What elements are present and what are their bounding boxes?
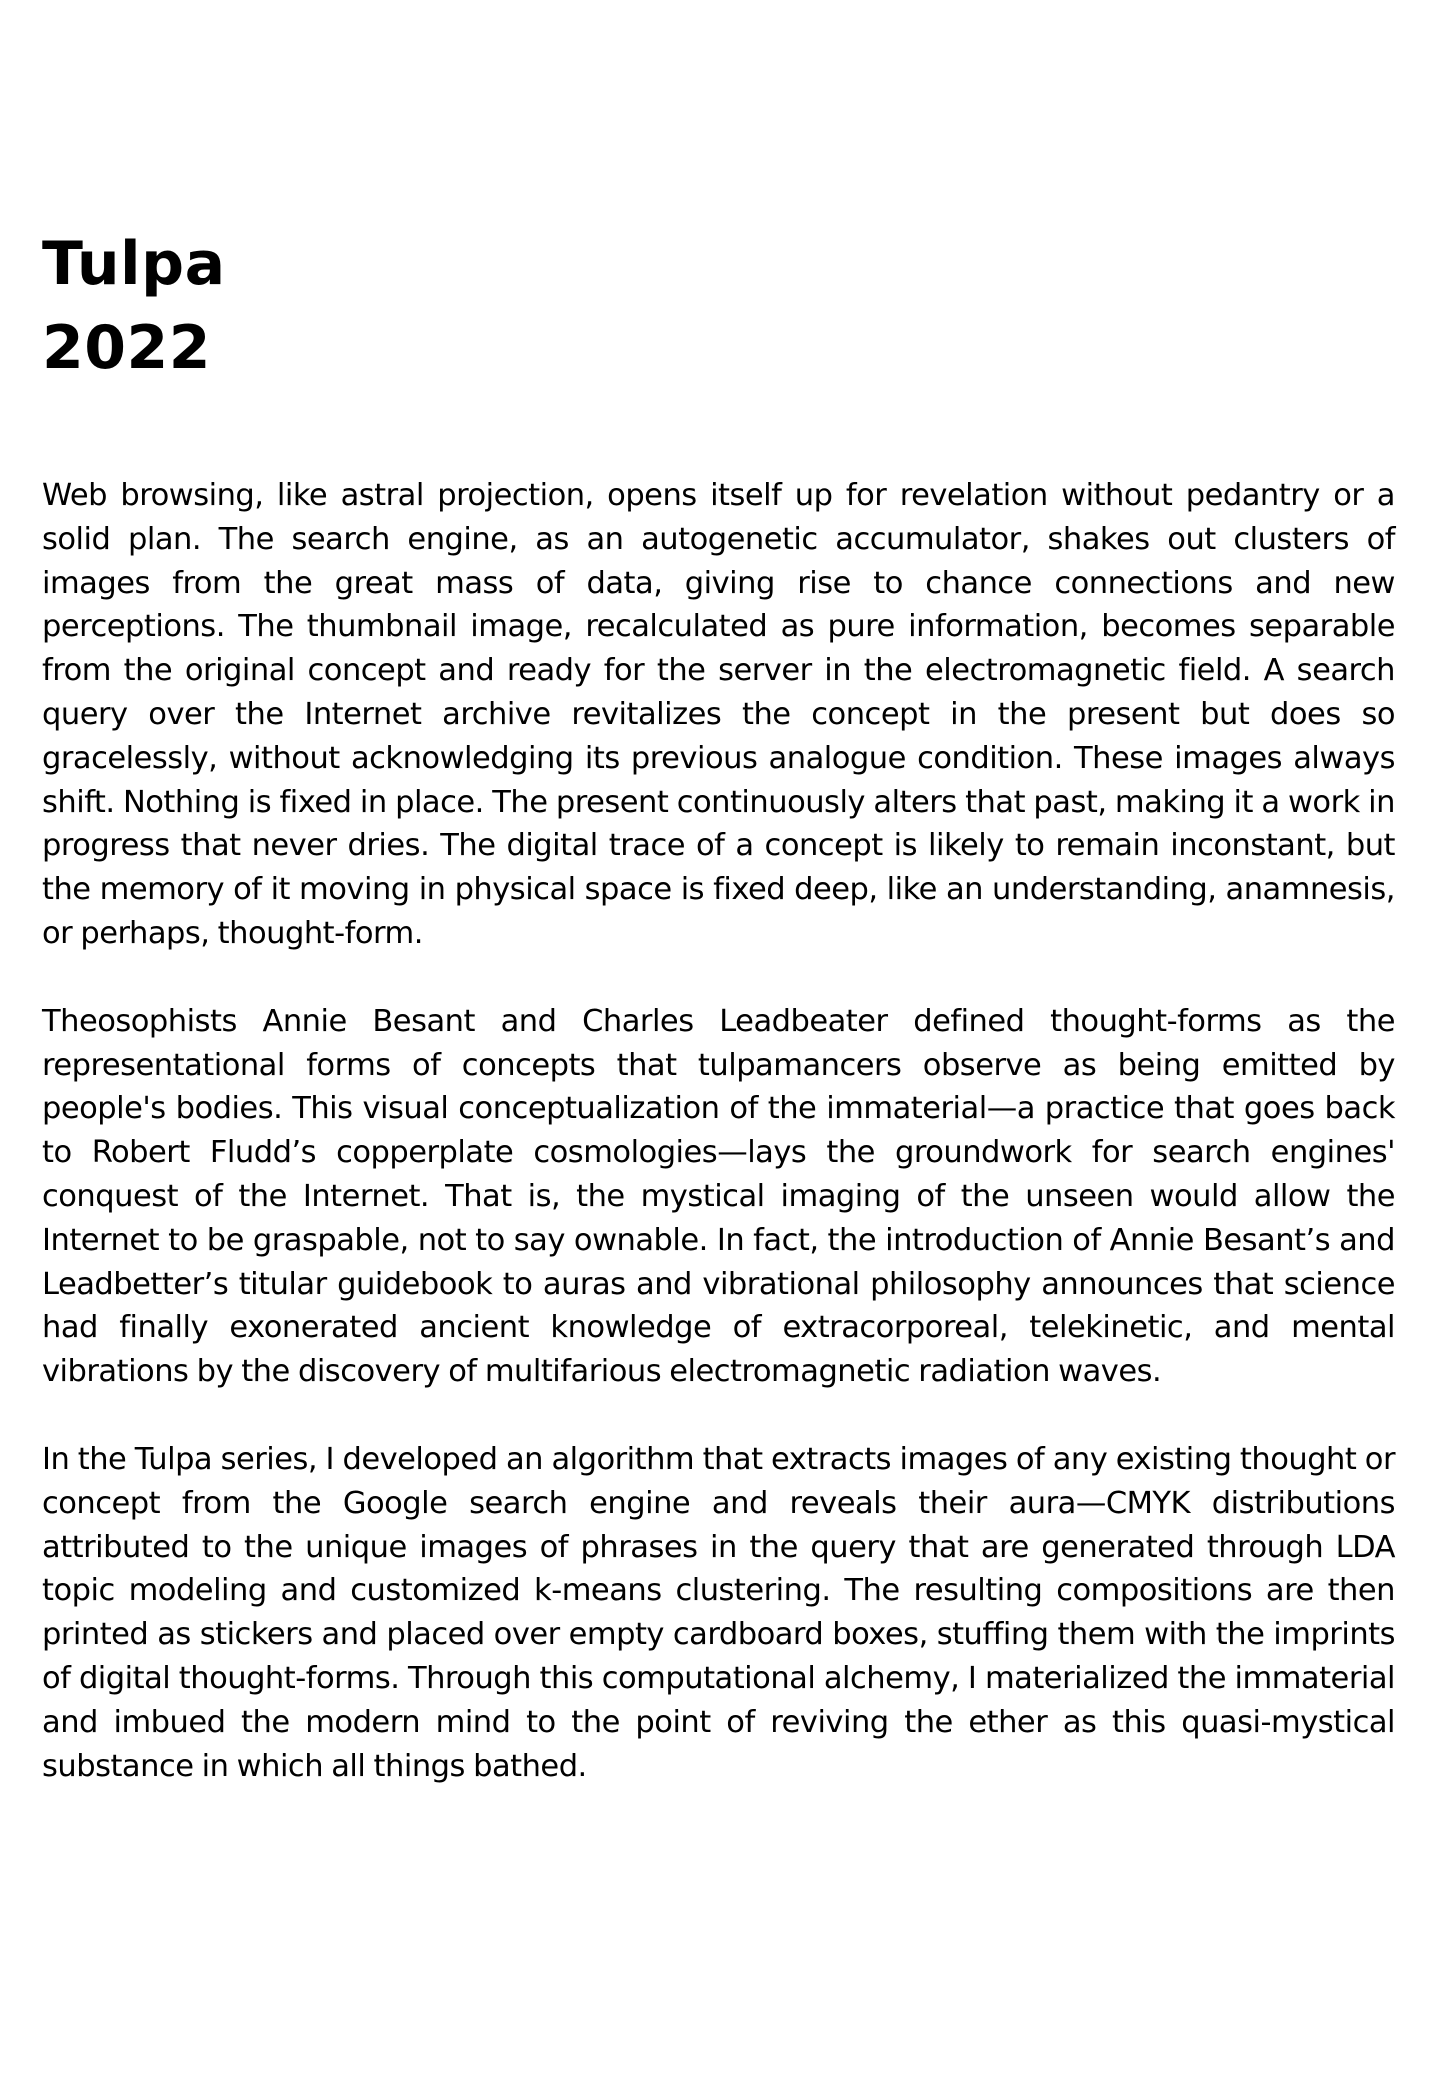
paragraph-1: Web browsing, like astral projection, opens itself up for revelation without pedantry or a solid plan. The search engine, as an autogenetic accumulator, shakes out clusters of images from the great mass of data, giving rise to chance connections and new perceptions. The thumbnail image, recalculated as pure information, becomes separable from the original concept and ready for the server in the electromagnetic field. A search query over the Internet archive revitalizes the concept in the present but does so gracelessly, without acknowledging its previous analogue condition. These images always shift. Nothing is fixed in place. The present continuously alters that past, making it a work in progress that never dries. The digital trace of a concept is likely to remain inconstant, but the memory of it moving in physical space is fixed deep, like an understanding, anamnesis, or perhaps, thought-form. [42,478,1395,951]
title-year: 2022 [42,313,211,383]
document-page [42,222,1395,1832]
page-title [42,222,1395,390]
paragraph-3: In the Tulpa series, I developed an algorithm that extracts images of any existing thought or concept from the Google search engine and reveals their aura—CMYK distributions attributed to the unique images of phrases in the query that are generated through LDA topic modeling and customized k-means clustering. The resulting compositions are then printed as stickers and placed over empty cardboard boxes, stuffing them with the imprints of digital thought-forms. Through this computational alchemy, I materialized the immaterial and imbued the modern mind to the point of reviving the ether as this quasi-mystical substance in which all things bathed. [42,1441,1395,1784]
body-text [42,474,1395,1788]
title-name: Tulpa [42,229,226,299]
paragraph-2: Theosophists Annie Besant and Charles Leadbeater defined thought-forms as the representational forms of concepts that tulpamancers observe as being emitted by people's bodies. This visual conceptualization of the immaterial—a practice that goes back to Robert Fludd’s copperplate cosmologies—lays the groundwork for search engines' conquest of the Internet. That is, the mystical imaging of the unseen would allow the Internet to be graspable, not to say ownable. In fact, the introduction of Annie Besant’s and Leadbetter’s titular guidebook to auras and vibrational philosophy announces that science had finally exonerated ancient knowledge of extracorporeal, telekinetic, and mental vibrations by the discovery of multifarious electromagnetic radiation waves. [42,1003,1395,1390]
